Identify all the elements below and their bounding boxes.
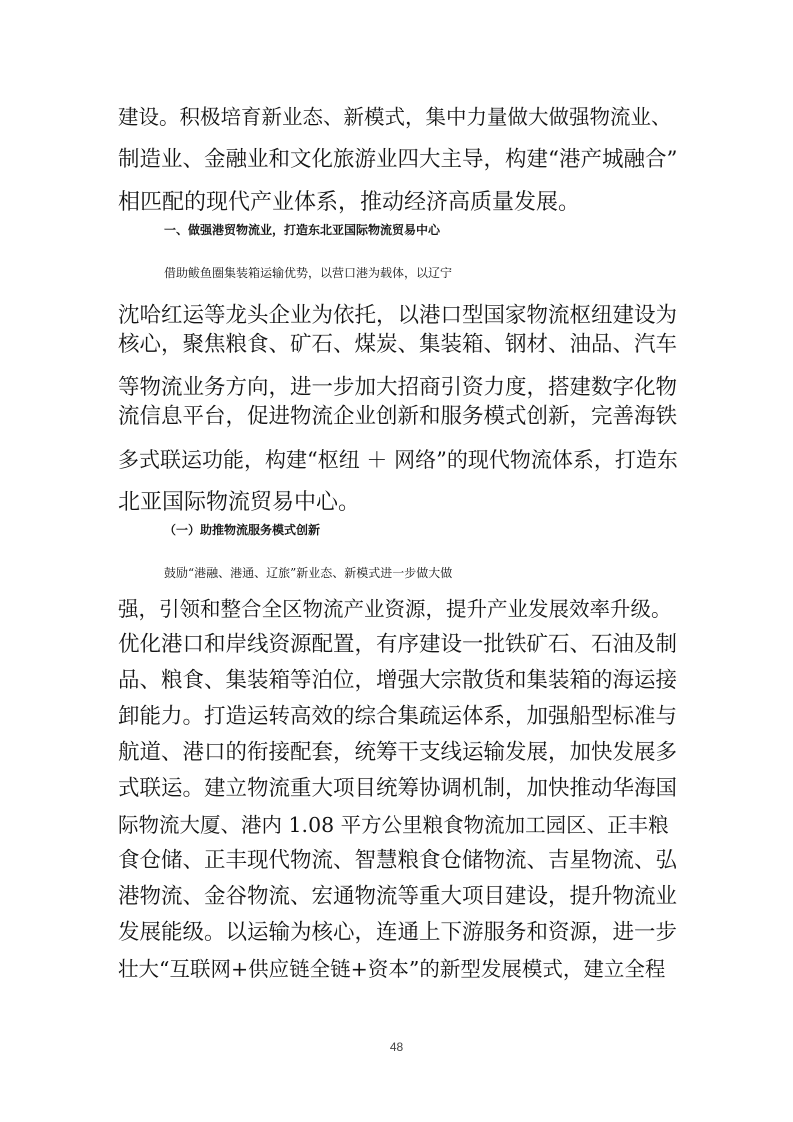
- text-line: 流信息平台，促进物流企业创新和服务模式创新，完善海铁: [118, 404, 678, 429]
- text-line: 借助鲅鱼圈集装箱运输优势，以营口港为载体，以辽宁: [164, 266, 453, 280]
- text-line: 强，引领和整合全区物流产业资源，提升产业发展效率升级。: [118, 597, 672, 621]
- text-line: 沈哈红运等龙头企业为依托，以港口型国家物流枢纽建设为: [118, 303, 678, 328]
- text-line: 式联运。建立物流重大项目统筹协调机制，加快推动华海国: [118, 776, 678, 801]
- section-heading: 一、做强港贸物流业，打造东北亚国际物流贸易中心: [164, 223, 441, 237]
- text-line: 优化港口和岸线资源配置，有序建设一批铁矿石、石油及制: [118, 632, 678, 657]
- text-line: 北亚国际物流贸易中心。: [118, 490, 361, 515]
- text-line: 制造业、金融业和文化旅游业四大主导，构建“港产城融合”: [118, 147, 678, 172]
- text-line: 品、粮食、集装箱等泊位，增强大宗散货和集装箱的海运接: [118, 668, 678, 693]
- text-line: 多式联运功能，构建“枢纽 ＋ 网络”的现代物流体系，打造东: [118, 448, 678, 472]
- text-line: 鼓励“港融、港通、辽旅”新业态、新模式进一步做大做: [164, 566, 453, 580]
- page-number: 48: [389, 1040, 404, 1054]
- text-line: 建设。积极培育新业态、新模式，集中力量做大做强物流业、: [118, 105, 672, 129]
- text-line: 等物流业务方向，进一步加大招商引资力度，搭建数字化物: [118, 375, 678, 400]
- text-line: 港物流、金谷物流、宏通物流等重大项目建设，提升物流业: [118, 884, 678, 909]
- text-line: 壮大“互联网+供应链全链+资本”的新型发展模式，建立全程: [118, 957, 666, 981]
- subsection-heading: （一）助推物流服务模式创新: [164, 523, 321, 537]
- text-line: 核心，聚焦粮食、矿石、煤炭、集装箱、钢材、油品、汽车: [118, 332, 678, 357]
- text-line: 际物流大厦、港内 1.08 平方公里粮食物流加工园区、正丰粮: [118, 813, 669, 837]
- text-line: 航道、港口的衔接配套，统筹干支线运输发展，加快发展多: [118, 740, 678, 765]
- text-line: 卸能力。打造运转高效的综合集疏运体系，加强船型标准与: [118, 704, 678, 729]
- text-line: 相匹配的现代产业体系，推动经济高质量发展。: [118, 190, 581, 215]
- text-line: 发展能级。以运输为核心，连通上下游服务和资源，进一步: [118, 920, 678, 945]
- text-line: 食仓储、正丰现代物流、智慧粮食仓储物流、吉星物流、弘: [118, 848, 678, 873]
